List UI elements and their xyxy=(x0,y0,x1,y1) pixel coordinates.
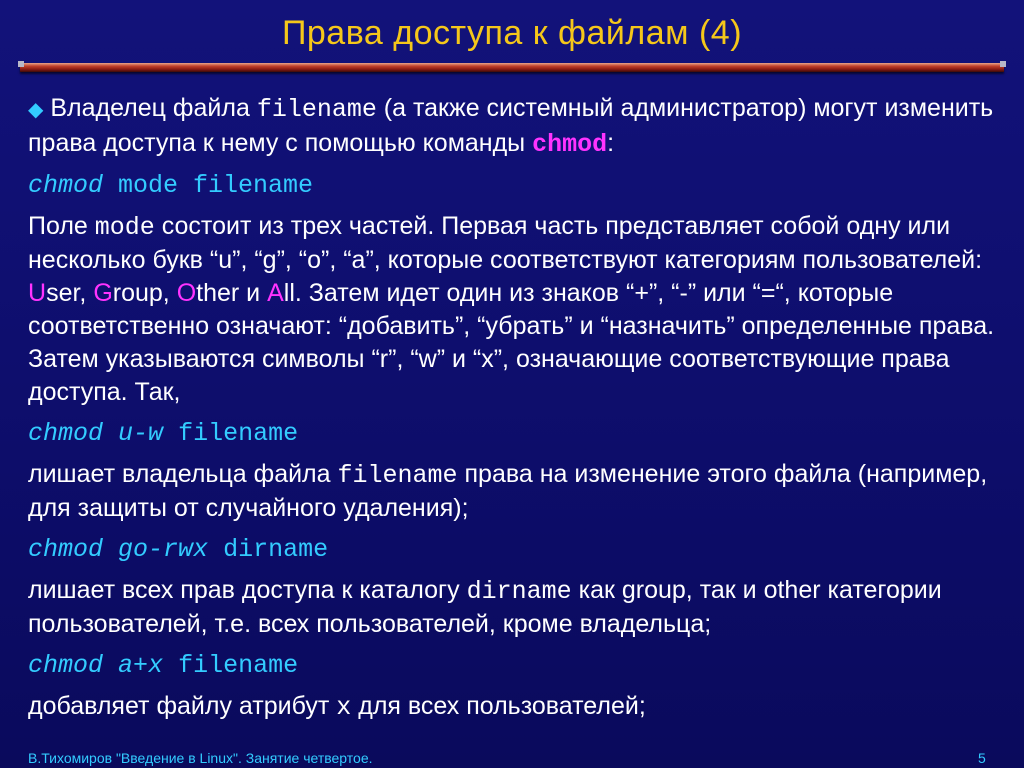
diamond-bullet-icon: ◆ xyxy=(28,99,44,121)
paragraph-mode xyxy=(28,210,1008,409)
example-1-text-2: права на изменение этого файла (например, для защиты от случайного удаления); xyxy=(28,460,988,522)
paragraph-example-1 xyxy=(28,458,1008,525)
command-name: chmod xyxy=(28,171,104,200)
mode-text-2: состоит из трех частей. Первая часть представляет собой одну или несколько букв “u”, “g”, “o”, “a”, которые соответствуют категориям пользователей: xyxy=(28,212,983,274)
example-2-mode: go-rwx xyxy=(118,535,209,564)
footer-credit: В.Тихомиров "Введение в Linux". Занятие четвертое. xyxy=(28,750,373,766)
mode-text-1: Поле xyxy=(28,212,88,240)
divider-cap-right xyxy=(1000,61,1006,67)
command-example-1 xyxy=(28,417,1008,450)
word-all: ll. Затем идет один из знаков “+”, “-” или “=“, которые соответственно означают: “добавить”, “убрать” и “назначить” определенные права. Затем указываются символы “r”, “w” и “x”, означающие соответствующие права доступа. Так, xyxy=(28,279,995,406)
example-2-dirname: dirname xyxy=(466,577,572,606)
intro-filename: filename xyxy=(256,95,377,124)
word-other: ther и xyxy=(196,279,261,307)
paragraph-example-2 xyxy=(28,574,1008,641)
example-3-attr: x xyxy=(336,693,352,722)
example-3-text-1: добавляет файлу атрибут xyxy=(28,692,330,720)
example-2-text-2: как group, так и other категории пользователей, т.е. всех пользователей, кроме владельца; xyxy=(28,576,942,638)
intro-text-1: Владелец файла xyxy=(50,94,250,122)
letter-g: G xyxy=(93,279,113,307)
word-group: roup, xyxy=(112,279,170,307)
example-1-name: chmod xyxy=(28,419,104,448)
paragraph-example-3 xyxy=(28,690,1008,724)
mode-keyword: mode xyxy=(94,213,155,242)
command-example-3 xyxy=(28,649,1008,682)
command-example-2 xyxy=(28,533,1008,566)
letter-a: A xyxy=(267,279,284,307)
example-2-target: dirname xyxy=(223,535,329,564)
example-2-name: chmod xyxy=(28,535,104,564)
slide-content xyxy=(28,92,1008,724)
example-1-target: filename xyxy=(178,419,299,448)
paragraph-intro xyxy=(28,92,1008,161)
intro-text-2: (а также системный администратор) могут изменить права доступа к нему с помощью команды xyxy=(28,94,994,157)
example-3-mode: a+x xyxy=(118,651,164,680)
example-3-name: chmod xyxy=(28,651,104,680)
example-1-filename: filename xyxy=(337,461,458,490)
title-divider xyxy=(20,63,1004,72)
intro-colon: : xyxy=(607,129,615,157)
letter-u: U xyxy=(28,279,47,307)
divider-cap-left xyxy=(18,61,24,67)
example-3-target: filename xyxy=(178,651,299,680)
page-number: 5 xyxy=(978,750,986,766)
intro-chmod: chmod xyxy=(532,130,608,159)
example-1-text-1: лишает владельца файла xyxy=(28,460,331,488)
command-args: mode filename xyxy=(118,171,314,200)
example-1-mode: u-w xyxy=(118,419,164,448)
example-3-text-2: для всех пользователей; xyxy=(358,692,646,720)
example-2-text-1: лишает всех прав доступа к каталогу xyxy=(28,576,460,604)
command-syntax xyxy=(28,169,1008,202)
word-user: ser, xyxy=(46,279,87,307)
letter-o: O xyxy=(176,279,197,307)
slide-title: Права доступа к файлам (4) xyxy=(281,14,743,52)
